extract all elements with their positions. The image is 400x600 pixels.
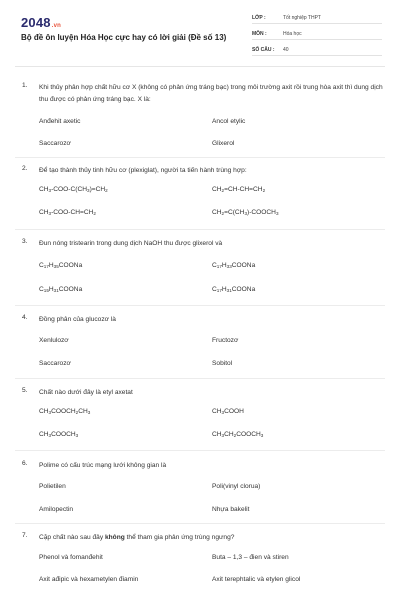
question-text: Khi thủy phân hợp chất hữu cơ X (không có phản ứng tráng bạc) trong môi trường axit rồi trung hòa axit thì dung dịch thu được có phản ứng tráng bạc. X là: [39,84,383,103]
question-number: 1. [22,82,28,89]
option-a[interactable]: Polietilen [39,483,66,490]
option-c[interactable]: $CH_3COOCH_3$ [39,431,79,438]
option-d[interactable]: $CH_2=C(CH_3)-COOCH_3$ [212,209,279,216]
option-a[interactable]: $CH_3-COO-C(CH_3)=CH_2$ [39,186,108,193]
question-number: 4. [22,314,28,321]
document-header [0,0,400,62]
question-text: Đun nóng tristearin trong dung dịch NaOH thu được glixerol và [39,240,223,247]
option-c[interactable]: Saccarozơ [39,360,71,367]
meta-subject [252,27,382,40]
question-number: 6. [22,460,28,467]
option-a[interactable]: Phenol và fomanđehit [39,554,103,561]
option-b[interactable]: Poli(vinyl clorua) [212,483,261,490]
option-d[interactable]: Glixerol [212,140,235,147]
question-separator [15,305,385,306]
option-b[interactable]: Ancol etylic [212,118,246,125]
question-separator [15,378,385,379]
option-d[interactable]: $C_{17}H_{31}COONa$ [212,286,256,293]
option-c[interactable]: Amilopectin [39,506,74,513]
question-text: Chất nào dưới đây là etyl axetat [39,389,133,396]
question-number: 7. [22,532,28,539]
meta-count-value: 40 [283,47,289,53]
meta-count-label: SỐ CÂU : [252,47,275,53]
meta-grade-label: LỚP : [252,15,266,21]
meta-subject-label: MÔN : [252,31,267,37]
option-a[interactable]: Anđehit axetic [39,118,81,125]
option-d[interactable]: Sobitol [212,360,233,367]
meta-subject-value: Hóa học [283,31,302,37]
question-separator [15,229,385,230]
meta-grade-value: Tốt nghiệp THPT [283,15,321,21]
option-a[interactable]: Xenlulozơ [39,337,69,344]
question-text: Polime có cấu trúc mạng lưới không gian là [39,462,167,469]
option-c[interactable]: Saccarozơ [39,140,71,147]
option-d[interactable]: Axit terephtalic và etylen glicol [212,576,301,583]
question-number: 5. [22,387,28,394]
question-text: Cặp chất nào sau đây không thể tham gia phản ứng trùng ngưng? [39,534,235,541]
question-text: Để tạo thành thủy tinh hữu cơ (plexiglat), người ta tiến hành trùng hợp: [39,167,247,174]
option-b[interactable]: $CH_2=CH-CH=CH_2$ [212,186,266,193]
option-b[interactable]: Fructozơ [212,337,239,344]
meta-question-count [252,43,382,56]
option-b[interactable]: $CH_3COOH$ [212,408,244,415]
meta-grade [252,11,382,24]
site-logo[interactable]: 2048.vn [21,15,62,30]
option-b[interactable]: $C_{17}H_{33}COONa$ [212,262,256,269]
option-a[interactable]: $CH_3COOCH_2CH_3$ [39,408,91,415]
question-separator [15,450,385,451]
question-number: 2. [22,165,28,172]
option-a[interactable]: $C_{17}H_{35}COONa$ [39,262,83,269]
question-separator [15,523,385,524]
document-title: Bộ đề ôn luyện Hóa Học cực hay có lời giải (Đề số 13) [21,33,227,42]
option-c[interactable]: Axit ađipic và hexametylen điamin [39,576,139,583]
option-c[interactable]: $CH_3-COO-CH=CH_2$ [39,209,96,216]
question-text: Đồng phân của glucozơ là [39,316,116,323]
question-number: 3. [22,238,28,245]
option-c[interactable]: $C_{15}H_{31}COONa$ [39,286,83,293]
emphasis-not: không [104,534,125,541]
option-d[interactable]: $CH_3CH_2COOCH_3$ [212,431,264,438]
question-separator [15,157,385,158]
option-d[interactable]: Nhựa bakelit [212,506,250,513]
option-b[interactable]: Buta – 1,3 – đien và stiren [212,554,289,561]
header-divider [15,66,385,67]
